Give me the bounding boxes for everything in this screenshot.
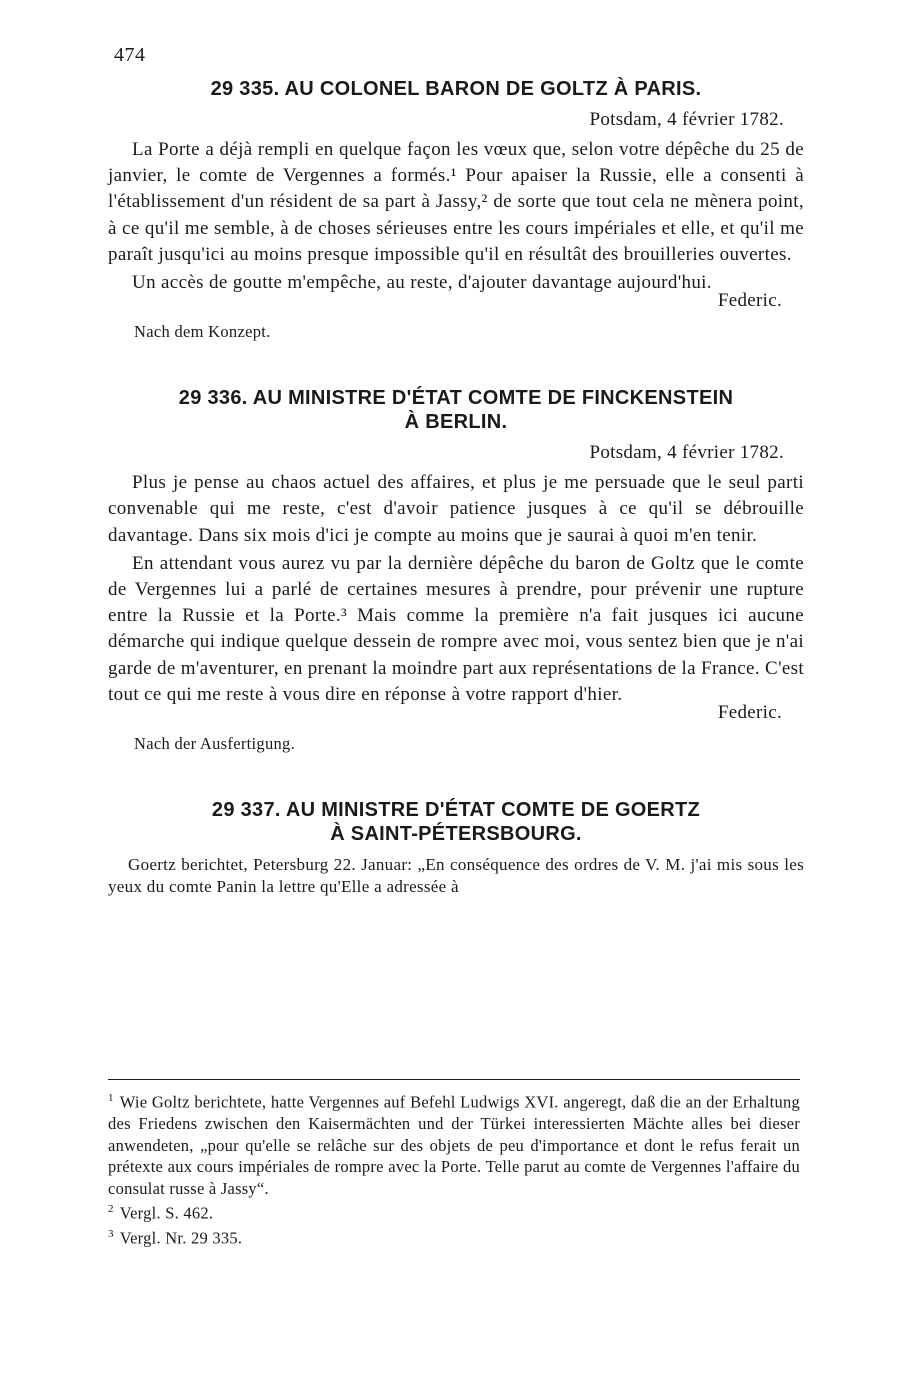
signature: Federic. <box>717 702 782 724</box>
page-number: 474 <box>114 44 146 66</box>
dateline: Potsdam, 4 février 1782. <box>589 109 784 130</box>
letter-title <box>108 386 804 434</box>
footnote-mark: 3 <box>108 1228 114 1240</box>
signature: Federic. <box>717 290 782 312</box>
letter-title-line: 29 335. AU COLONEL BARON DE GOLTZ À PARIS. <box>210 78 702 100</box>
letter-title-line: 29 336. AU MINISTRE D'ÉTAT COMTE DE FINCKENSTEIN <box>178 387 734 410</box>
letter-title-line: À BERLIN. <box>404 411 508 434</box>
dateline: Potsdam, 4 février 1782. <box>589 442 784 464</box>
letter-title-line: 29 337. AU MINISTRE D'ÉTAT COMTE DE GOERTZ <box>211 799 701 822</box>
footnote-mark: 2 <box>108 1203 114 1215</box>
footnote <box>108 1199 800 1224</box>
footnote <box>108 1224 800 1249</box>
letter-paragraph: Plus je pense au chaos actuel des affaires, et plus je me persuade que le seul parti convenable qui me reste, c'est d'avoir patience jusques à ce qu'il se débrouille davantage. Dans six mois d'ici je compte au moins que je saurai à quoi m'en tenir. <box>108 472 804 546</box>
letter-paragraph: Un accès de goutte m'empêche, au reste, d'ajouter davantage aujourd'hui. <box>132 272 712 294</box>
page-body <box>108 44 804 898</box>
letter-paragraph: La Porte a déjà rempli en quelque façon les vœux que, selon votre dépêche du 25 de janvier, le comte de Vergennes a formés.¹ Pour apaiser la Russie, elle a consenti à l'établissement d'un résident de sa part à Jassy,² de sorte que tout cela ne mènera point, à ce qu'il me semble, à de choses sérieuses entre les cours impériales et elle, et qu'il me paraît jusqu'ici au moins presque impossible qu'il en résultât des brouilleries ouvertes. <box>108 139 804 265</box>
footnote-text: Vergl. Nr. 29 335. <box>119 1228 243 1248</box>
footnote-text: Vergl. S. 462. <box>119 1203 214 1223</box>
source-note: Nach dem Konzept. <box>134 322 271 342</box>
letter-29335 <box>108 77 804 342</box>
letter-title-line: À SAINT-PÉTERSBOURG. <box>330 823 582 846</box>
footnote <box>108 1088 800 1199</box>
letter-29336 <box>108 386 804 754</box>
footnote-mark: 1 <box>108 1092 114 1104</box>
letter-29337 <box>108 798 804 898</box>
footnotes <box>108 1079 800 1249</box>
source-note: Nach der Ausfertigung. <box>134 734 296 754</box>
report-summary: Goertz berichtet, Petersburg 22. Januar: „En conséquence des ordres de V. M. j'ai mis sous les yeux du comte Panin la lettre qu'Elle a adressée à <box>108 855 804 897</box>
letter-title <box>108 798 804 846</box>
letter-paragraph: En attendant vous aurez vu par la dernière dépêche du baron de Goltz que le comte de Vergennes lui a parlé de certaines mesures à prendre, pour prévenir une rupture entre la Russie et la Porte.³ Mais comme la première n'a fait jusques ici aucune démarche qui indique quelque dessein de rompre avec moi, vous sentez bien que je n'ai garde de m'aventurer, en prenant la moindre part aux représentations de la France. C'est tout ce qui me reste à vous dire en réponse à votre rapport d'hier. <box>108 552 804 705</box>
footnote-text: Wie Goltz berichtete, hatte Vergennes auf Befehl Ludwigs XVI. angeregt, daß die an der Erhaltung des Friedens zwischen den Kaisermächten und der Türkei interessierten Mächte alles bei dieser anwendeten, „pour qu'elle se relâche sur des objets de peu d'importance et dont le refus ferait un prétexte aux cours impériales de rompre avec la Porte. Telle parut au comte de Vergennes l'affaire du consulat russe à Jassy“. <box>108 1092 800 1198</box>
letter-title <box>108 77 804 101</box>
